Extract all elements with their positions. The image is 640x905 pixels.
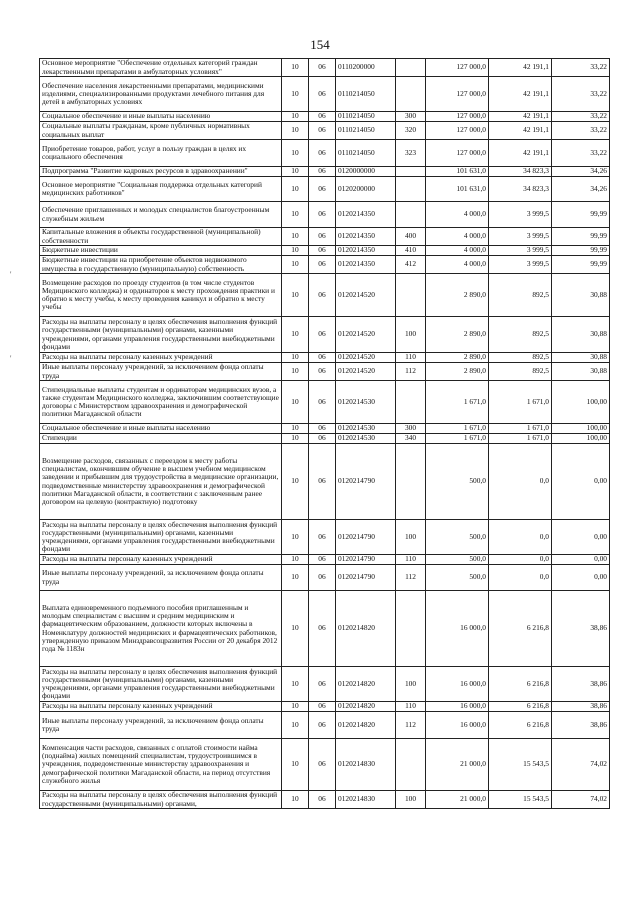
row-name: Основное мероприятие "Социальная поддержка отдельных категорий медицинских работников"	[40, 177, 282, 202]
row-podrazdel: 06	[309, 177, 336, 202]
row-percent: 100,00	[552, 381, 610, 424]
row-percent: 33,22	[552, 122, 610, 140]
row-plan-amount: 500,0	[426, 555, 489, 565]
row-plan-amount: 1 671,0	[426, 381, 489, 424]
row-actual-amount: 892,5	[489, 353, 552, 363]
row-razdel: 10	[282, 444, 309, 520]
row-expense-type: 110	[396, 702, 426, 712]
row-razdel: 10	[282, 363, 309, 381]
row-expense-type	[396, 177, 426, 202]
row-razdel: 10	[282, 77, 309, 112]
row-target-article: 0120214530	[336, 434, 396, 444]
row-podrazdel: 06	[309, 791, 336, 809]
table-row	[40, 202, 610, 228]
row-podrazdel: 06	[309, 444, 336, 520]
row-razdel: 10	[282, 555, 309, 565]
table-row	[40, 274, 610, 317]
row-name: Бюджетные инвестиции	[40, 246, 282, 256]
row-podrazdel: 06	[309, 274, 336, 317]
row-razdel: 10	[282, 112, 309, 122]
row-plan-amount: 4 000,0	[426, 246, 489, 256]
row-actual-amount: 34 823,3	[489, 177, 552, 202]
row-name: Социальные выплаты гражданам, кроме публичных нормативных социальных выплат	[40, 122, 282, 140]
row-podrazdel: 06	[309, 702, 336, 712]
row-plan-amount: 500,0	[426, 444, 489, 520]
row-percent: 34,26	[552, 177, 610, 202]
row-actual-amount: 6 216,8	[489, 712, 552, 739]
row-plan-amount: 21 000,0	[426, 791, 489, 809]
row-expense-type	[396, 381, 426, 424]
row-expense-type: 100	[396, 520, 426, 555]
row-target-article: 0120000000	[336, 167, 396, 177]
row-plan-amount: 16 000,0	[426, 591, 489, 667]
row-name: Основное мероприятие "Обеспечение отдельных категорий граждан лекарственными препаратами в амбулаторных условиях"	[40, 59, 282, 77]
row-percent: 0,00	[552, 565, 610, 591]
row-razdel: 10	[282, 122, 309, 140]
row-percent: 74,02	[552, 791, 610, 809]
row-actual-amount: 0,0	[489, 444, 552, 520]
row-actual-amount: 1 671,0	[489, 424, 552, 434]
row-actual-amount: 6 216,8	[489, 667, 552, 702]
row-target-article: 0120214790	[336, 555, 396, 565]
row-target-article: 0120214790	[336, 520, 396, 555]
row-target-article: 0120214520	[336, 363, 396, 381]
row-expense-type	[396, 444, 426, 520]
row-podrazdel: 06	[309, 59, 336, 77]
row-target-article: 0120214820	[336, 667, 396, 702]
row-expense-type: 112	[396, 565, 426, 591]
row-percent: 30,88	[552, 317, 610, 353]
row-expense-type: 112	[396, 363, 426, 381]
row-percent: 100,00	[552, 424, 610, 434]
table-row	[40, 520, 610, 555]
row-expense-type: 100	[396, 667, 426, 702]
table-row	[40, 112, 610, 122]
row-percent: 99,99	[552, 246, 610, 256]
row-actual-amount: 1 671,0	[489, 434, 552, 444]
row-expense-type: 300	[396, 112, 426, 122]
table-row	[40, 167, 610, 177]
row-name: Расходы на выплаты персоналу казенных учреждений	[40, 555, 282, 565]
row-actual-amount: 15 543,5	[489, 739, 552, 791]
row-podrazdel: 06	[309, 739, 336, 791]
row-percent: 30,88	[552, 274, 610, 317]
row-plan-amount: 2 890,0	[426, 317, 489, 353]
row-razdel: 10	[282, 317, 309, 353]
row-percent: 74,02	[552, 739, 610, 791]
row-name: Иные выплаты персоналу учреждений, за исключением фонда оплаты труда	[40, 712, 282, 739]
table-row	[40, 122, 610, 140]
table-row	[40, 177, 610, 202]
row-plan-amount: 101 631,0	[426, 167, 489, 177]
row-plan-amount: 4 000,0	[426, 202, 489, 228]
row-percent: 33,22	[552, 59, 610, 77]
row-razdel: 10	[282, 59, 309, 77]
row-target-article: 0120200000	[336, 177, 396, 202]
row-percent: 0,00	[552, 444, 610, 520]
row-plan-amount: 127 000,0	[426, 112, 489, 122]
table-row	[40, 702, 610, 712]
row-percent: 38,86	[552, 591, 610, 667]
row-target-article: 0110214050	[336, 140, 396, 167]
row-name: Стипендии	[40, 434, 282, 444]
row-percent: 38,86	[552, 702, 610, 712]
row-expense-type: 400	[396, 228, 426, 246]
table-row	[40, 256, 610, 274]
row-target-article: 0110214050	[336, 77, 396, 112]
table-row	[40, 381, 610, 424]
row-plan-amount: 16 000,0	[426, 712, 489, 739]
row-target-article: 0120214530	[336, 424, 396, 434]
row-target-article: 0120214350	[336, 228, 396, 246]
row-actual-amount: 6 216,8	[489, 702, 552, 712]
row-name: Расходы на выплаты персоналу в целях обеспечения выполнения функций государственными (муниципальными) органами,	[40, 791, 282, 809]
row-expense-type: 320	[396, 122, 426, 140]
row-podrazdel: 06	[309, 246, 336, 256]
row-name: Иные выплаты персоналу учреждений, за исключением фонда оплаты труда	[40, 565, 282, 591]
row-name: Возмещение расходов по проезду студентов (в том числе студентов Медицинского колледжа) и ординаторов к месту прохождения практики и обратно к месту учебы, к месту проведения каникул и обратно к месту учебы	[40, 274, 282, 317]
row-percent: 38,86	[552, 712, 610, 739]
row-razdel: 10	[282, 520, 309, 555]
row-razdel: 10	[282, 167, 309, 177]
row-podrazdel: 06	[309, 712, 336, 739]
row-actual-amount: 34 823,3	[489, 167, 552, 177]
row-plan-amount: 21 000,0	[426, 739, 489, 791]
row-plan-amount: 127 000,0	[426, 77, 489, 112]
table-row	[40, 59, 610, 77]
row-plan-amount: 127 000,0	[426, 59, 489, 77]
row-podrazdel: 06	[309, 112, 336, 122]
row-name: Бюджетные инвестиции на приобретение объектов недвижимого имущества в государственную (муниципальную) собственность	[40, 256, 282, 274]
row-expense-type	[396, 202, 426, 228]
row-name: Стипендиальные выплаты студентам и ординаторам медицинских вузов, а также студентам Медицинского колледжа, заключившим соответствующие договоры с Министерством здравоохранения и демографической политики Магаданской области	[40, 381, 282, 424]
row-actual-amount: 42 191,1	[489, 112, 552, 122]
table-row	[40, 591, 610, 667]
row-plan-amount: 16 000,0	[426, 702, 489, 712]
row-plan-amount: 2 890,0	[426, 353, 489, 363]
row-podrazdel: 06	[309, 228, 336, 246]
row-expense-type: 323	[396, 140, 426, 167]
row-expense-type	[396, 59, 426, 77]
row-percent: 30,88	[552, 353, 610, 363]
row-actual-amount: 0,0	[489, 555, 552, 565]
table-row	[40, 424, 610, 434]
row-target-article: 0120214350	[336, 256, 396, 274]
row-podrazdel: 06	[309, 591, 336, 667]
row-expense-type	[396, 591, 426, 667]
row-name: Расходы на выплаты персоналу казенных учреждений	[40, 353, 282, 363]
row-plan-amount: 4 000,0	[426, 256, 489, 274]
row-actual-amount: 42 191,1	[489, 77, 552, 112]
row-expense-type: 112	[396, 712, 426, 739]
row-expense-type: 412	[396, 256, 426, 274]
table-row	[40, 791, 610, 809]
table-row	[40, 246, 610, 256]
row-name: Социальное обеспечение и иные выплаты населению	[40, 424, 282, 434]
row-razdel: 10	[282, 434, 309, 444]
row-target-article: 0120214830	[336, 739, 396, 791]
row-podrazdel: 06	[309, 77, 336, 112]
row-actual-amount: 3 999,5	[489, 256, 552, 274]
row-percent: 99,99	[552, 256, 610, 274]
row-podrazdel: 06	[309, 381, 336, 424]
row-target-article: 0120214820	[336, 591, 396, 667]
row-podrazdel: 06	[309, 520, 336, 555]
row-razdel: 10	[282, 246, 309, 256]
row-expense-type	[396, 274, 426, 317]
row-plan-amount: 127 000,0	[426, 140, 489, 167]
row-actual-amount: 42 191,1	[489, 140, 552, 167]
page-number: 154	[310, 37, 330, 52]
table-row	[40, 444, 610, 520]
row-expense-type: 410	[396, 246, 426, 256]
row-name: Расходы на выплаты персоналу в целях обеспечения выполнения функций государственными (муниципальными) органами, казенными учреждениями, органами управления государственными внебюджетными фондами	[40, 520, 282, 555]
row-podrazdel: 06	[309, 202, 336, 228]
row-name: Расходы на выплаты персоналу казенных учреждений	[40, 702, 282, 712]
row-target-article: 0120214820	[336, 712, 396, 739]
row-target-article: 0120214820	[336, 702, 396, 712]
table-row	[40, 140, 610, 167]
row-razdel: 10	[282, 177, 309, 202]
row-percent: 0,00	[552, 555, 610, 565]
row-plan-amount: 101 631,0	[426, 177, 489, 202]
row-razdel: 10	[282, 667, 309, 702]
row-podrazdel: 06	[309, 353, 336, 363]
row-plan-amount: 500,0	[426, 520, 489, 555]
row-podrazdel: 06	[309, 434, 336, 444]
row-razdel: 10	[282, 202, 309, 228]
row-actual-amount: 0,0	[489, 520, 552, 555]
row-name: Расходы на выплаты персоналу в целях обеспечения выполнения функций государственными (муниципальными) органами, казенными учреждениями, органами управления государственными внебюджетными фондами	[40, 667, 282, 702]
row-actual-amount: 42 191,1	[489, 122, 552, 140]
row-percent: 38,86	[552, 667, 610, 702]
row-expense-type: 110	[396, 555, 426, 565]
table-row	[40, 667, 610, 702]
row-target-article: 0110214050	[336, 112, 396, 122]
row-actual-amount: 3 999,5	[489, 246, 552, 256]
row-podrazdel: 06	[309, 256, 336, 274]
table-row	[40, 317, 610, 353]
row-percent: 33,22	[552, 140, 610, 167]
row-expense-type	[396, 739, 426, 791]
row-plan-amount: 1 671,0	[426, 434, 489, 444]
table-row	[40, 353, 610, 363]
row-target-article: 0120214790	[336, 444, 396, 520]
row-razdel: 10	[282, 256, 309, 274]
margin-mark: '	[10, 270, 12, 279]
row-target-article: 0120214520	[336, 274, 396, 317]
row-plan-amount: 2 890,0	[426, 274, 489, 317]
row-name: Иные выплаты персоналу учреждений, за исключением фонда оплаты труда	[40, 363, 282, 381]
row-name: Социальное обеспечение и иные выплаты населению	[40, 112, 282, 122]
row-razdel: 10	[282, 791, 309, 809]
row-podrazdel: 06	[309, 424, 336, 434]
row-target-article: 0120214520	[336, 353, 396, 363]
row-expense-type: 100	[396, 791, 426, 809]
row-plan-amount: 1 671,0	[426, 424, 489, 434]
row-expense-type: 100	[396, 317, 426, 353]
table-row	[40, 228, 610, 246]
row-podrazdel: 06	[309, 167, 336, 177]
row-podrazdel: 06	[309, 317, 336, 353]
row-expense-type	[396, 167, 426, 177]
row-name: Обеспечение приглашенных и молодых специалистов благоустроенным служебным жильем	[40, 202, 282, 228]
row-actual-amount: 3 999,5	[489, 228, 552, 246]
row-podrazdel: 06	[309, 555, 336, 565]
row-percent: 33,22	[552, 77, 610, 112]
row-actual-amount: 3 999,5	[489, 202, 552, 228]
row-target-article: 0110214050	[336, 122, 396, 140]
table-row	[40, 77, 610, 112]
row-actual-amount: 42 191,1	[489, 59, 552, 77]
row-razdel: 10	[282, 353, 309, 363]
table-row	[40, 434, 610, 444]
table-row	[40, 712, 610, 739]
row-percent: 33,22	[552, 112, 610, 122]
row-actual-amount: 1 671,0	[489, 381, 552, 424]
row-actual-amount: 892,5	[489, 363, 552, 381]
table-row	[40, 739, 610, 791]
row-percent: 0,00	[552, 520, 610, 555]
table-row	[40, 555, 610, 565]
row-razdel: 10	[282, 381, 309, 424]
row-percent: 34,26	[552, 167, 610, 177]
row-razdel: 10	[282, 274, 309, 317]
row-target-article: 0120214350	[336, 202, 396, 228]
row-plan-amount: 2 890,0	[426, 363, 489, 381]
row-podrazdel: 06	[309, 667, 336, 702]
row-name: Возмещение расходов, связанных с переездом к месту работы специалистам, окончившим обучение в высшем учебном медицинском заведении и прибывшим для трудоустройства в медицинские организации, подведомственные министерству здравоохранения и демографической политики Магаданской области, в соответствии с заключенным ранее договором на целевую (контрактную) подготовку	[40, 444, 282, 520]
budget-table	[39, 58, 610, 809]
row-razdel: 10	[282, 702, 309, 712]
row-plan-amount: 16 000,0	[426, 667, 489, 702]
row-razdel: 10	[282, 712, 309, 739]
row-razdel: 10	[282, 739, 309, 791]
row-name: Приобретение товаров, работ, услуг в пользу граждан в целях их социального обеспечения	[40, 140, 282, 167]
row-name: Капитальные вложения в объекты государственной (муниципальной) собственности	[40, 228, 282, 246]
row-name: Компенсация части расходов, связанных с оплатой стоимости найма (поднайма) жилых помещений специалистам, трудоустроившимся в учреждения, подведомственные министерству здравоохранения и демографической политики Магаданской области, на период отсутствия служебного жилья	[40, 739, 282, 791]
row-podrazdel: 06	[309, 140, 336, 167]
row-actual-amount: 6 216,8	[489, 591, 552, 667]
row-name: Выплата единовременного подъемного пособия приглашенным и молодым специалистам с высшим и средним медицинским и фармацевтическим образованием, должности которых включены в Номенклатуру должностей медицинских и фармацевтических работников, утвержденную приказом Минздравсоцразвития России от 20 декабря 2012 года № 1183н	[40, 591, 282, 667]
row-name: Расходы на выплаты персоналу в целях обеспечения выполнения функций государственными (муниципальными) органами, казенными учреждениями, органами управления государственными внебюджетными фондами	[40, 317, 282, 353]
row-razdel: 10	[282, 140, 309, 167]
row-name: Подпрограмма "Развитие кадровых ресурсов в здравоохранении"	[40, 167, 282, 177]
row-razdel: 10	[282, 591, 309, 667]
row-razdel: 10	[282, 424, 309, 434]
row-percent: 30,88	[552, 363, 610, 381]
row-target-article: 0120214790	[336, 565, 396, 591]
margin-mark: '	[10, 354, 12, 363]
table-row	[40, 363, 610, 381]
row-target-article: 0120214520	[336, 317, 396, 353]
row-target-article: 0120214530	[336, 381, 396, 424]
row-plan-amount: 4 000,0	[426, 228, 489, 246]
row-expense-type: 300	[396, 424, 426, 434]
row-expense-type: 340	[396, 434, 426, 444]
row-podrazdel: 06	[309, 122, 336, 140]
row-actual-amount: 15 543,5	[489, 791, 552, 809]
row-target-article: 0110200000	[336, 59, 396, 77]
table-row	[40, 565, 610, 591]
row-actual-amount: 892,5	[489, 274, 552, 317]
row-razdel: 10	[282, 565, 309, 591]
row-actual-amount: 892,5	[489, 317, 552, 353]
row-actual-amount: 0,0	[489, 565, 552, 591]
row-plan-amount: 500,0	[426, 565, 489, 591]
row-plan-amount: 127 000,0	[426, 122, 489, 140]
row-podrazdel: 06	[309, 565, 336, 591]
row-percent: 99,99	[552, 202, 610, 228]
row-percent: 100,00	[552, 434, 610, 444]
row-name: Обеспечение населения лекарственными препаратами, медицинскими изделиями, специализированными продуктами лечебного питания для детей в амбулаторных условиях	[40, 77, 282, 112]
row-target-article: 0120214350	[336, 246, 396, 256]
row-podrazdel: 06	[309, 363, 336, 381]
row-target-article: 0120214830	[336, 791, 396, 809]
row-expense-type: 110	[396, 353, 426, 363]
row-razdel: 10	[282, 228, 309, 246]
row-expense-type	[396, 77, 426, 112]
row-percent: 99,99	[552, 228, 610, 246]
